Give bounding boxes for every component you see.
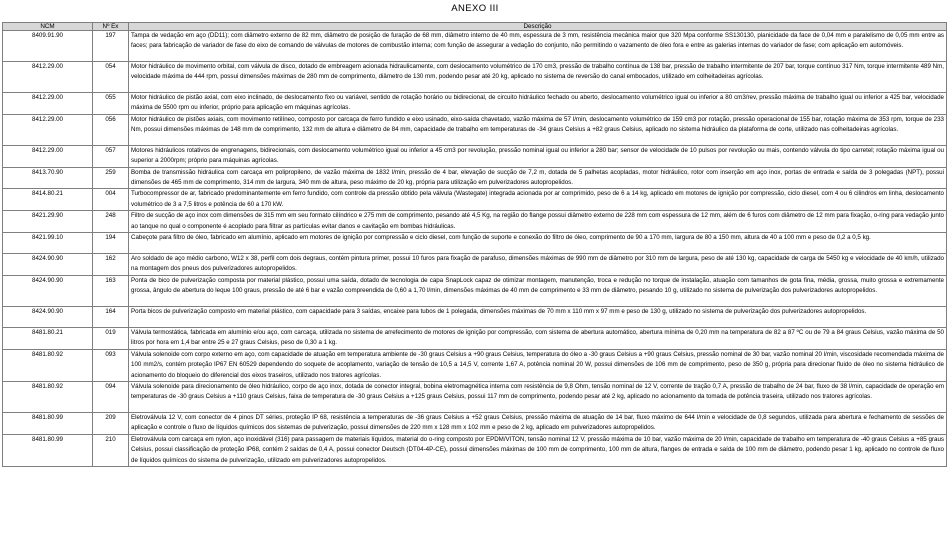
table-body bbox=[3, 31, 947, 467]
table-row bbox=[3, 254, 947, 276]
ncm-cell: 8412.29.00 bbox=[3, 145, 93, 167]
ncm-cell: 8481.80.92 bbox=[3, 349, 93, 381]
ex-cell: 248 bbox=[93, 211, 129, 233]
table-row bbox=[3, 412, 947, 434]
ncm-cell: 8412.29.00 bbox=[3, 93, 93, 115]
ncm-cell: 8481.80.21 bbox=[3, 327, 93, 349]
ex-cell: 055 bbox=[93, 93, 129, 115]
table-row bbox=[3, 93, 947, 115]
ncm-cell: 8414.80.21 bbox=[3, 189, 93, 211]
ncm-cell: 8421.29.90 bbox=[3, 211, 93, 233]
table-row bbox=[3, 167, 947, 189]
column-header-ex: Nº Ex bbox=[93, 23, 129, 31]
description-cell: Motores hidráulicos rotativos de engrenagens, bidirecionais, com deslocamento volumétrico igual ou inferior a 45 cm3 por revolução, pressão nominal igual ou inferior a 280 bar; sensor de velocidade de 10 pulsos por revolução ou mais, contendo válvula do tipo carretel; rotação máxima igual ou superior a 2000rpm; próprio para máquinas agrícolas. bbox=[129, 145, 947, 167]
table-row bbox=[3, 62, 947, 93]
description-cell: Turbocompressor de ar, fabricado predominantemente em ferro fundido, com controle da pressão obtido pela válvula (Wastegate) integrada acionada por ar comprimido, peso de 6 a 14 kg, aplicado em motores de ignição por compressão, ciclo diesel, com 4 ou 6 cilindros em linha, deslocamento volumétrico de 3 a 7,5 litros e potência de 60 a 170 kW. bbox=[129, 189, 947, 211]
ex-cell: 162 bbox=[93, 254, 129, 276]
ex-cell: 210 bbox=[93, 434, 129, 466]
table-row bbox=[3, 189, 947, 211]
ncm-cell: 8424.90.90 bbox=[3, 306, 93, 327]
description-cell: Eletroválvula com carcaça em nylon, aço inoxidável (316) para passagem de materiais líquidos, material do o-ring composto por EPDM/VITON, tensão nominal 12 V, pressão máxima de 10 bar, vazão máxima de 20 l/min, capacidade de trabalho em temperatura de -40 graus Celsius a +85 graus Celsius, possui classificação de proteção IP68, contém 2 saídas de 0,4 A, possui conector Deutsch (DT04-4P-CE), possui dimensões máximas de 100 mm de comprimento, 100 mm de altura, flanges de entrada e saída de 100 mm de diâmetro, podendo pesar 1 kg, aplicado no controle de fluxo de líquidos químicos do sistema de pulverização, utilizado em pulverizadores autopropelidos. bbox=[129, 434, 947, 466]
ex-cell: 197 bbox=[93, 31, 129, 62]
table-row bbox=[3, 349, 947, 381]
ncm-cell: 8424.90.90 bbox=[3, 275, 93, 306]
description-cell: Bomba de transmissão hidráulica com carcaça em polipropileno, de vazão máxima de 1832 l/min, pressão de 4 bar, elevação de sucção de 7,2 m, dotada de 5 palhetas acopladas, motor hidráulico, rotor com inserção em aço inox, portas de entrada e saída de 3 polegadas (NPT), possui dimensões de 465 mm de comprimento, 314 mm de largura, 340 mm de altura, peso máximo de 20 kg, própria para utilização em pulverizadores autopropelidos. bbox=[129, 167, 947, 189]
description-cell: Válvula solenoide com corpo externo em aço, com capacidade de atuação em temperatura ambiente de -30 graus Celsius a +90 graus Celsius, temperatura do óleo a -30 graus Celsius a +90 graus Celsius, pressão nominal de 30 bar, vazão nominal 20 l/min, viscosidade recomendada máxima de 100 mm2/s, contém proteção IP67 EN 60529 dependendo do soquete de acoplamento, variação de tensão de 10,5 a 14,5 V, corrente 1,67 A, potência nominal 20 W, possui dimensões de 106 mm de comprimento, peso de 350 g, própria para direcionar fluido de óleo no sistema hidráulico de acionamento do bloqueio do diferencial dos eixos traseiros, utilizado nos tratores agrícolas. bbox=[129, 349, 947, 381]
ex-cell: 259 bbox=[93, 167, 129, 189]
description-cell: Motor hidráulico de movimento orbital, com válvula de disco, dotado de embreagem acionada hidraulicamente, com deslocamento volumétrico de 170 cm3, pressão de trabalho contínua de 138 bar, pressão de trabalho intermitente de 207 bar, torque contínuo 317 Nm, torque intermitente 489 Nm, velocidade máxima de 444 rpm, possui dimensões máximas de 280 mm de comprimento, diâmetro de 130 mm, podendo pesar até 20 kg, aplicado no sistema de reversão do canal embocados, utilizado em colheitadeiras agrícolas. bbox=[129, 62, 947, 93]
table-row bbox=[3, 381, 947, 412]
ex-cell: 164 bbox=[93, 306, 129, 327]
ex-cell: 194 bbox=[93, 233, 129, 254]
ncm-cell: 8409.91.90 bbox=[3, 31, 93, 62]
ncm-cell: 8481.80.92 bbox=[3, 381, 93, 412]
description-cell: Aro soldado de aço médio carbono, W12 x 38, perfil com dois degraus, contém pintura primer, possui 10 furos para fixação de parafuso, dimensões máximas de 990 mm de diâmetro por 310 mm de largura, peso de até 130 kg, capacidade de carga de 5450 kg e velocidade de 40 km/h, utilizado na montagem dos pneus dos pulverizadores autopropelidos. bbox=[129, 254, 947, 276]
ncm-cell: 8424.90.90 bbox=[3, 254, 93, 276]
column-header-ncm: NCM bbox=[3, 23, 93, 31]
ex-cell: 209 bbox=[93, 412, 129, 434]
ex-cell: 019 bbox=[93, 327, 129, 349]
ex-cell: 163 bbox=[93, 275, 129, 306]
table-row bbox=[3, 114, 947, 145]
table-row bbox=[3, 434, 947, 466]
description-cell: Eletroválvula 12 V, com conector de 4 pinos DT séries, proteção IP 68, resistência a temperaturas de -36 graus Celsius a +52 graus Celsius, pressão máxima de atuação de 14 bar, fluxo máximo de 644 l/min e velocidade de 0,8 segundos, utilizada para abertura e fechamento de sessões de aplicação e controle o fluxo de líquidos químicos dos sistemas de pulverização, possui dimensões de 220 mm x 128 mm x 102 mm e peso de 2 kg, aplicado em pulverizadores autopropelidos. bbox=[129, 412, 947, 434]
description-cell: Porta bicos de pulverização composto em material plástico, com capacidade para 3 saídas, encaixe para tubos de 1 polegada, dimensões máximas de 70 mm x 110 mm x 97 mm e peso de 130 g, utilizado no sistema de pulverização dos pulverizadores autopropelidos. bbox=[129, 306, 947, 327]
ncm-cell: 8412.29.00 bbox=[3, 62, 93, 93]
description-cell: Motor hidráulico de pistão axial, com eixo inclinado, de deslocamento fixo ou variável, sentido de rotação horário ou bidirecional, de circuito hidráulico fechado ou aberto, deslocamento volumétrico igual ou inferior a 80 cm3/rev, pressão máxima de trabalho igual ou inferior a 425 bar, velocidade máxima de 5500 rpm ou inferior, próprio para aplicação em máquinas agrícolas. bbox=[129, 93, 947, 115]
ex-cell: 057 bbox=[93, 145, 129, 167]
column-header-description: Descrição bbox=[129, 23, 947, 31]
table-row bbox=[3, 275, 947, 306]
ncm-cell: 8421.99.10 bbox=[3, 233, 93, 254]
description-cell: Motor hidráulico de pistões axiais, com movimento retilíneo, composto por carcaça de ferro fundido e eixo usinado, eixo-saída chavetado, vazão máxima de 57 l/min, deslocamento volumétrico de 159 cm3 por rotação, pressão operacional de 155 bar, rotação máxima de 353 rpm, torque de 233 Nm, possui dimensões máximas de 148 mm de comprimento, 132 mm de altura e diâmetro de 84 mm, capacidade de trabalho em temperaturas de -34 graus Celsius a +82 graus Celsius, aplicado no sistema hidráulico da plataforma de corte, utilizado nas colheitadeiras agrícolas. bbox=[129, 114, 947, 145]
description-cell: Válvula termostática, fabricada em alumínio e/ou aço, com carcaça, utilizada no sistema de arrefecimento de motores de ignição por compressão, com sistema de abertura automático, abertura mínima de 0,20 mm na temperatura de 82 a 87 ºC ou de 79 a 84 graus Celsius, vazão máxima de 50 litros por hora em 1,4 bar entre 25 e 27 graus Celsius, peso de 0,30 a 1 kg. bbox=[129, 327, 947, 349]
table-row bbox=[3, 145, 947, 167]
ex-cell: 094 bbox=[93, 381, 129, 412]
ncm-cell: 8412.29.00 bbox=[3, 114, 93, 145]
ex-cell: 054 bbox=[93, 62, 129, 93]
table-row bbox=[3, 211, 947, 233]
description-cell: Válvula solenoide para direcionamento de óleo hidráulico, corpo de aço inox, dotada de conector integral, bobina eletromagnética interna com resistência de 9,8 Ohm, tensão nominal de 12 V, corrente de tração 0,7 A, pressão de trabalho de 24 bar, fluxo de 38 l/min, capacidade de operação em temperaturas de -30 graus Celsius a +110 graus Celsius, faixa de temperatura de -30 graus Celsius a +125 graus Celsius, possui 117 mm de comprimento, podendo pesar até 2 kg, aplicado no acionamento da tomada de potência traseira, utilizado nos tratores agrícolas. bbox=[129, 381, 947, 412]
description-cell: Cabeçote para filtro de óleo, fabricado em alumínio, aplicado em motores de ignição por compressão e ciclo diesel, com função de suporte e conexão do filtro de óleo, comprimento de 90 a 170 mm, largura de 80 a 150 mm, altura de 40 a 100 mm e peso de 0,2 a 0,5 kg. bbox=[129, 233, 947, 254]
table-header-row bbox=[3, 23, 947, 31]
description-cell: Ponta de bico de pulverização composta por material plástico, possui uma saída, dotado de tecnologia de capa SnapLock capaz de otimizar montagem, manutenção, troca e redução no torque de instalação, atuação com tamanhos de gota fina, média, grossa, muito grossa e extremamente grossa, ângulo de abertura do leque 100 graus, pressão de até 6 bar e vazão compreendida de 0,60 a 1,70 l/min, dimensões máximas de 40 mm de comprimento e 33 mm de diâmetro, pesando 10 g, utilizado no sistema de pulverização dos pulverizadores autopropelidos. bbox=[129, 275, 947, 306]
description-cell: Filtro de sucção de aço inox com dimensões de 315 mm em seu formato cilíndrico e 275 mm de comprimento, pesando até 4,5 Kg, na região do flange possui diâmetro externo de 228 mm com espessura de 12 mm, além de 6 furos com diâmetro de 12 mm para fixação, o-ring para vedação junto ao tanque no qual o componente é acoplado para filtrar as partículas evitar danos e cavitação em bombas hidráulicas. bbox=[129, 211, 947, 233]
ncm-cell: 8413.70.90 bbox=[3, 167, 93, 189]
page-title: ANEXO III bbox=[451, 3, 499, 14]
ncm-cell: 8481.80.99 bbox=[3, 412, 93, 434]
table-row bbox=[3, 306, 947, 327]
table-row bbox=[3, 327, 947, 349]
ex-cell: 056 bbox=[93, 114, 129, 145]
ncm-cell: 8481.80.99 bbox=[3, 434, 93, 466]
ex-cell: 093 bbox=[93, 349, 129, 381]
ncm-table bbox=[2, 22, 947, 467]
ex-cell: 004 bbox=[93, 189, 129, 211]
table-row bbox=[3, 233, 947, 254]
description-cell: Tampa de vedação em aço (DD11); com diâmetro externo de 82 mm, diâmetro de posição de furação de 68 mm, diâmetro interno de 40 mm, espessura de 3 mm, resistência mecânica maior que 320 Mpa conforme SS130130, planicidade da face de 0,04 mm e paralelismo de 0,05 mm entre as faces; para fabricação de variador de fase do eixo de comando de válvulas de motores de combustão interna; com função de assegurar a vedação do conjunto, não permitindo o vazamento de óleo fora e entre as galerias internas do variador de fase; com aplicação em automóveis. bbox=[129, 31, 947, 62]
table-row bbox=[3, 31, 947, 62]
